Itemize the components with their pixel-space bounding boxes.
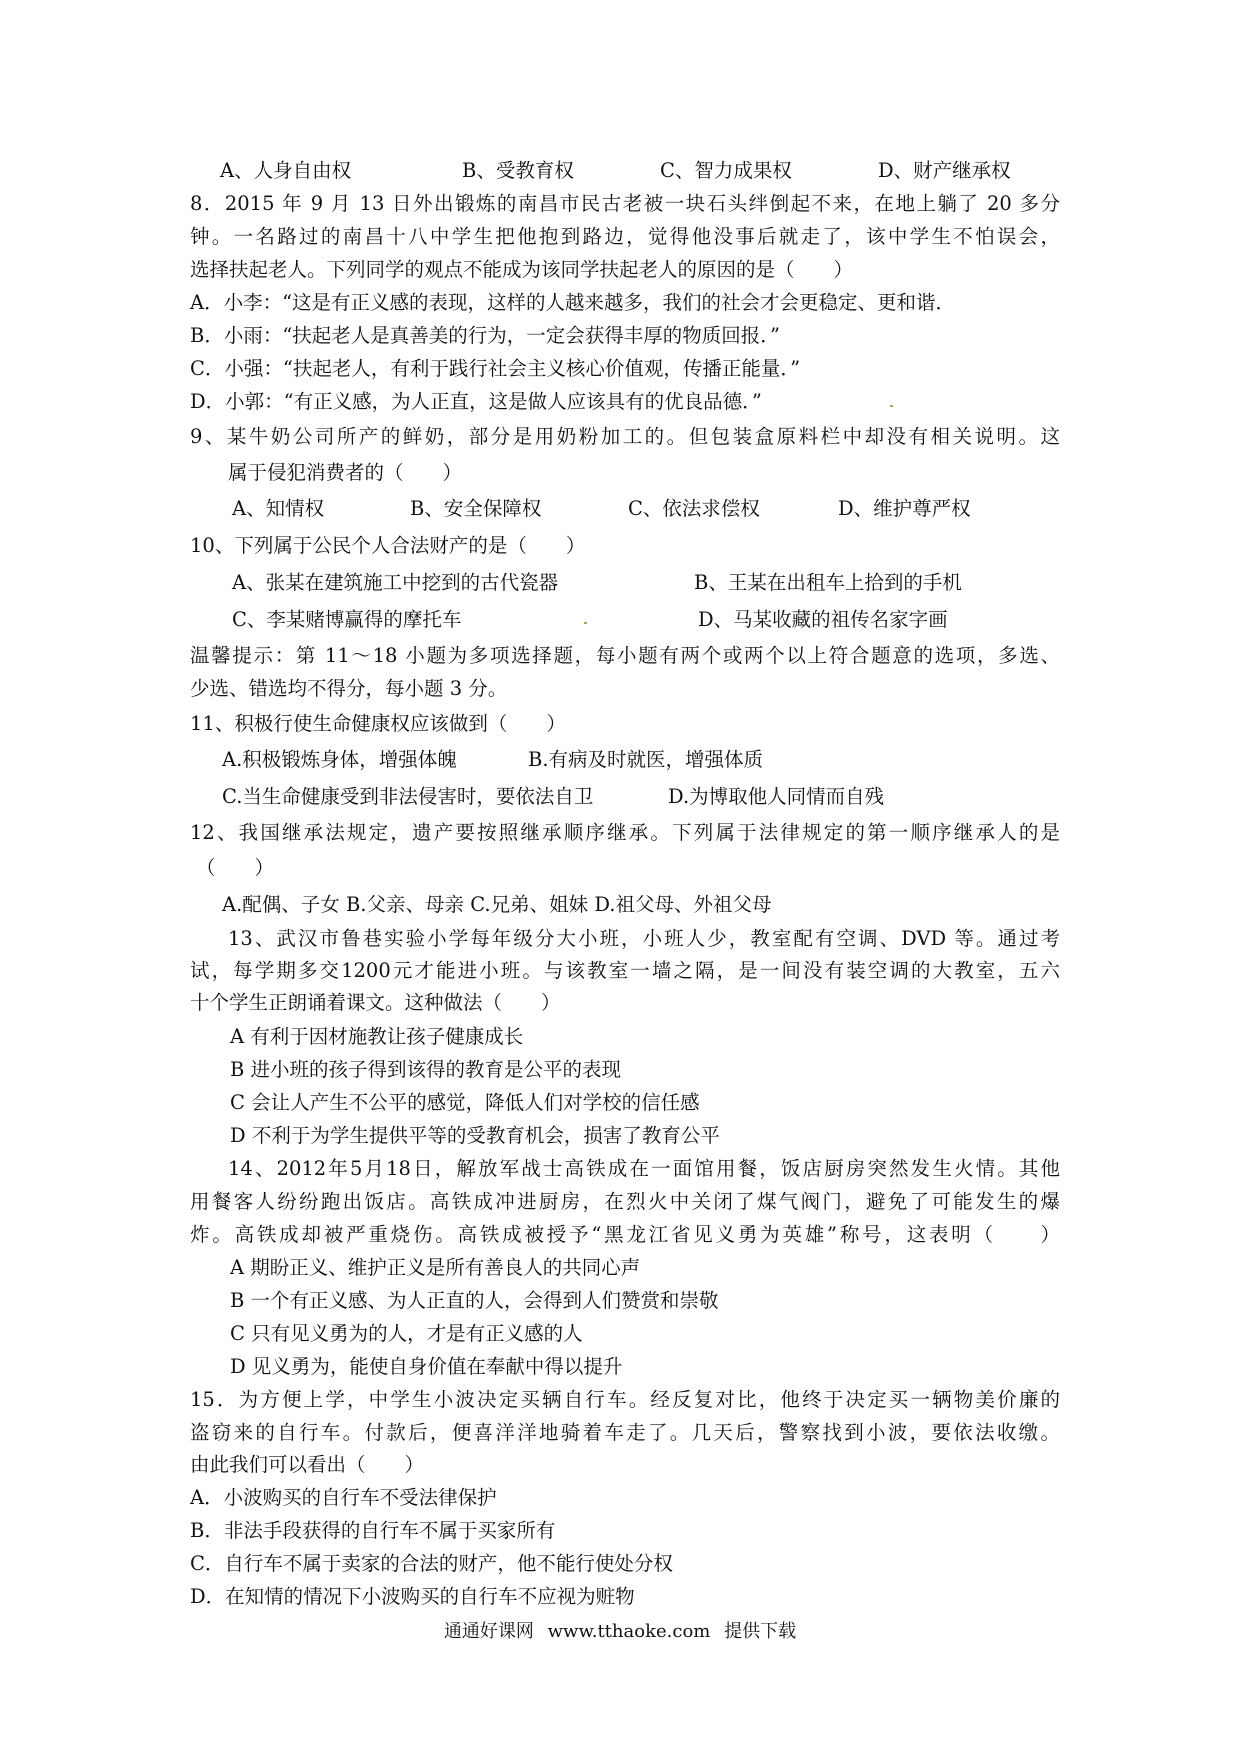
q13-option-c: C 会让人产生不公平的感觉，降低人们对学校的信任感 xyxy=(230,1091,700,1114)
q13-stem-line-1: 13、武汉市鲁巷实验小学每年级分大小班，小班人少，教室配有空调、DVD 等。通过考 xyxy=(228,927,1060,950)
footer-site-name: 通通好课网 xyxy=(443,1621,534,1642)
q11-option-c: C.当生命健康受到非法侵害时，要依法自卫 xyxy=(222,785,594,808)
q15-stem-line-2: 盗窃来的自行车。付款后，便喜洋洋地骑着车走了。几天后，警察找到小波，要依法收缴。 xyxy=(190,1421,1060,1444)
q7-option-b: B、受教育权 xyxy=(462,159,574,182)
q9-option-c: C、依法求偿权 xyxy=(628,497,760,520)
q13-stem-line-3: 十个学生正朗诵着课文。这种做法（ ） xyxy=(190,991,561,1014)
footer-url[interactable]: www.tthaoke.com xyxy=(547,1621,711,1642)
q12-stem-line-1: 12、我国继承法规定，遗产要按照继承顺序继承。下列属于法律规定的第一顺序继承人的是 xyxy=(190,821,1060,844)
q13-stem-line-2: 试，每学期多交1200元才能进小班。与该教室一墙之隔，是一间没有装空调的大教室，五六 xyxy=(190,959,1060,982)
q14-stem-line-3: 炸。高铁成却被严重烧伤。高铁成被授予“黑龙江省见义勇为英雄”称号，这表明（ ） xyxy=(190,1223,1060,1246)
q9-stem-line-2: 属于侵犯消费者的（ ） xyxy=(228,461,463,484)
q10-option-a: A、张某在建筑施工中挖到的古代瓷器 xyxy=(232,571,559,594)
page-footer xyxy=(0,1617,1240,1643)
q7-option-d: D、财产继承权 xyxy=(878,159,1011,182)
q10-option-b: B、王某在出租车上拾到的手机 xyxy=(694,571,962,594)
q11-option-a: A.积极锻炼身体，增强体魄 xyxy=(222,748,457,771)
footer-note: 提供下载 xyxy=(724,1621,797,1642)
q10-stem: 10、下列属于公民个人合法财产的是（ ） xyxy=(190,534,586,557)
q12-stem-line-2: （ ） xyxy=(196,856,275,879)
q11-option-d: D.为博取他人同情而自残 xyxy=(668,785,885,808)
q9-stem-line-1: 9、某牛奶公司所产的鲜奶，部分是用奶粉加工的。但包装盒原料栏中却没有相关说明。这 xyxy=(190,425,1060,448)
q8-option-c: C．小强：“扶起老人，有利于践行社会主义核心价值观，传播正能量．” xyxy=(190,357,801,380)
q15-option-b: B．非法手段获得的自行车不属于买家所有 xyxy=(190,1519,556,1542)
q11-option-b: B.有病及时就医，增强体质 xyxy=(528,748,764,771)
q8-stem-line-1: 8．2015 年 9 月 13 日外出锻炼的南昌市民古老被一块石头绊倒起不来，在地上躺了 20 多分 xyxy=(190,192,1060,215)
q15-option-a: A．小波购买的自行车不受法律保护 xyxy=(190,1486,497,1509)
q8-stem-line-3: 选择扶起老人。下列同学的观点不能成为该同学扶起老人的原因的是（ ） xyxy=(190,258,854,281)
q8-stem-line-2: 钟。一名路过的南昌十八中学生把他抱到路边，觉得他没事后就走了，该中学生不怕误会， xyxy=(190,225,1060,248)
q14-stem-line-1: 14、2012年5月18日，解放军战士高铁成在一面馆用餐，饭店厨房突然发生火情。其他 xyxy=(228,1157,1060,1180)
q15-option-d: D．在知情的情况下小波购买的自行车不应视为赃物 xyxy=(190,1585,635,1608)
q10-option-c: C、李某赌博赢得的摩托车 xyxy=(232,608,462,631)
q9-option-a: A、知情权 xyxy=(232,497,325,520)
speck-mark xyxy=(890,405,893,407)
q10-option-d: D、马某收藏的祖传名家字画 xyxy=(698,608,948,631)
q9-option-b: B、安全保障权 xyxy=(410,497,542,520)
q12-options: A.配偶、子女 B.父亲、母亲 C.兄弟、姐妹 D.祖父母、外祖父母 xyxy=(222,893,772,916)
q9-option-d: D、维护尊严权 xyxy=(838,497,971,520)
q7-option-a: A、人身自由权 xyxy=(220,159,352,182)
q14-option-d: D 见义勇为，能使自身价值在奉献中得以提升 xyxy=(230,1355,623,1378)
q14-option-c: C 只有见义勇为的人，才是有正义感的人 xyxy=(230,1322,583,1345)
q8-option-b: B．小雨：“扶起老人是真善美的行为，一定会获得丰厚的物质回报．” xyxy=(190,324,781,347)
q13-option-b: B 进小班的孩子得到该得的教育是公平的表现 xyxy=(230,1058,622,1081)
q14-option-b: B 一个有正义感、为人正直的人，会得到人们赞赏和崇敬 xyxy=(230,1289,719,1312)
q15-stem-line-1: 15．为方便上学，中学生小波决定买辆自行车。经反复对比，他终于决定买一辆物美价廉的 xyxy=(190,1388,1060,1411)
q15-stem-line-3: 由此我们可以看出（ ） xyxy=(190,1453,425,1476)
q15-option-c: C．自行车不属于卖家的合法的财产，他不能行使处分权 xyxy=(190,1552,673,1575)
q13-option-a: A 有利于因材施教让孩子健康成长 xyxy=(230,1025,524,1048)
speck-mark xyxy=(584,622,587,624)
q14-stem-line-2: 用餐客人纷纷跑出饭店。高铁成冲进厨房，在烈火中关闭了煤气阀门，避免了可能发生的爆 xyxy=(190,1190,1060,1213)
tip-line-1: 温馨提示：第 11～18 小题为多项选择题，每小题有两个或两个以上符合题意的选项，多选、 xyxy=(190,644,1060,667)
q13-option-d: D 不利于为学生提供平等的受教育机会，损害了教育公平 xyxy=(230,1124,720,1147)
tip-line-2: 少选、错选均不得分，每小题 3 分。 xyxy=(190,677,508,700)
q14-option-a: A 期盼正义、维护正义是所有善良人的共同心声 xyxy=(230,1256,641,1279)
q8-option-a: A．小李：“这是有正义感的表现，这样的人越来越多，我们的社会才会更稳定、更和谐． xyxy=(190,291,956,314)
q7-option-c: C、智力成果权 xyxy=(660,159,792,182)
q8-option-d: D．小郭：“有正义感，为人正直，这是做人应该具有的优良品德．” xyxy=(190,390,762,413)
q11-stem: 11、积极行使生命健康权应该做到（ ） xyxy=(190,712,566,735)
